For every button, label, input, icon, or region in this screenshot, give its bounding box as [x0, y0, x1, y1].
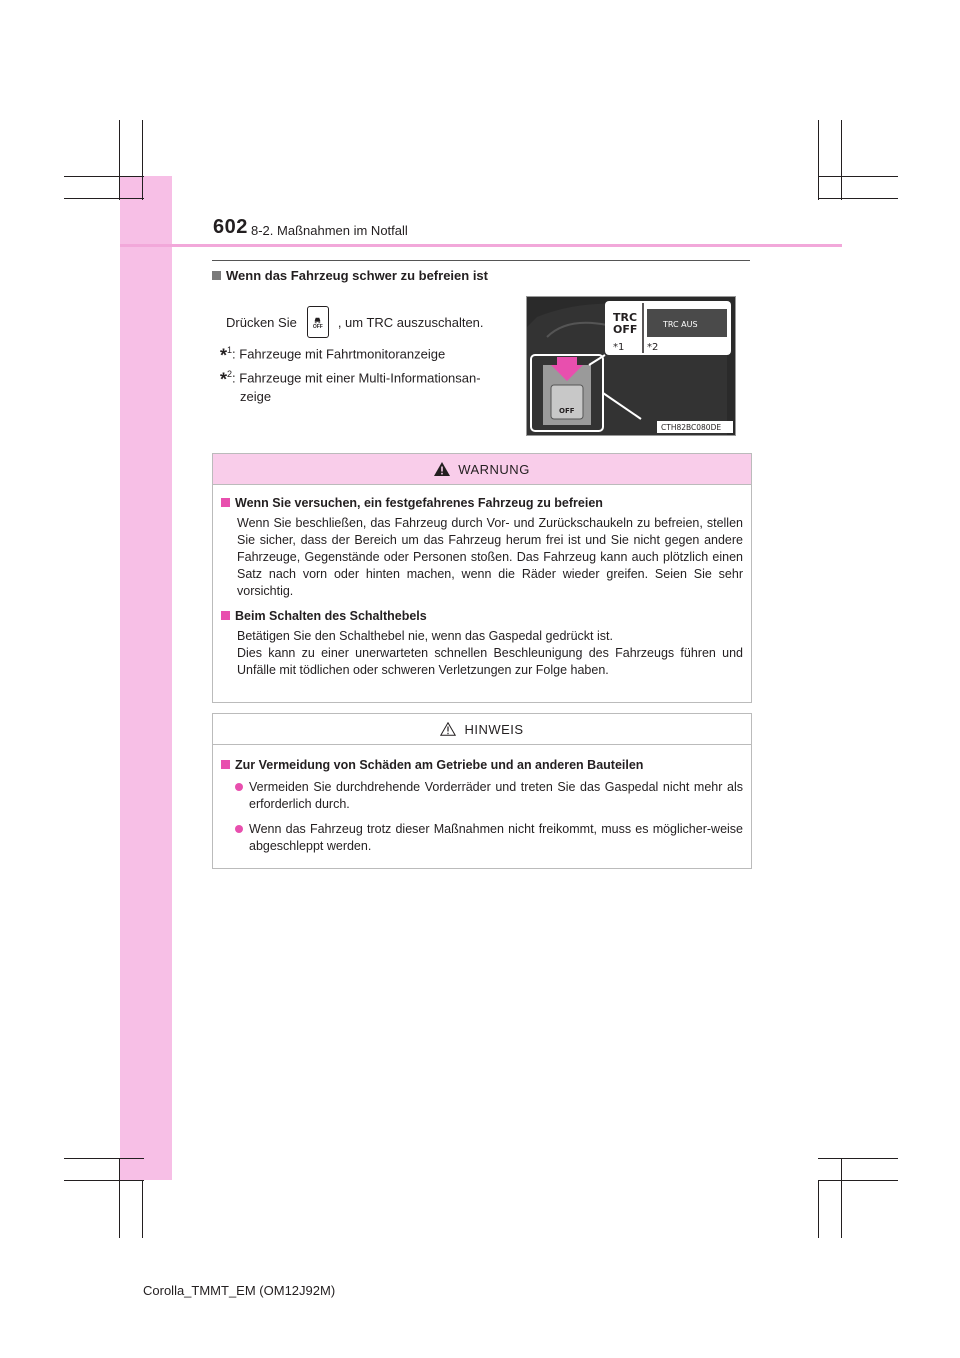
dashboard-illustration [527, 297, 735, 435]
crop-mark [119, 1158, 120, 1238]
footnote-2: *$^2$: Fahrzeuge mit einer Multi-Informationsan- zeige [220, 369, 481, 405]
warning-item-text: Dies kann zu einer unerwarteten schnellen Beschleunigung des Fahrzeugs führen und Unfälle mit tödlichen oder schweren Verletzungen zur Folge haben. [237, 646, 743, 677]
square-bullet-icon [221, 611, 230, 620]
notice-bullet: Wenn das Fahrzeug trotz dieser Maßnahmen nicht freikommt, muss es möglicher-weise abgeschleppt werden. [221, 821, 743, 855]
figure-code: CTH82BC080DE [661, 423, 722, 432]
crop-mark [64, 1158, 144, 1159]
warning-item-heading: Wenn Sie versuchen, ein festgefahrenes Fahrzeug zu befreien [221, 495, 743, 512]
crop-mark [818, 198, 898, 199]
footer-text: Corolla_TMMT_EM (OM12J92M) [143, 1283, 336, 1298]
trc-illustration [526, 296, 736, 436]
crop-mark [841, 120, 842, 200]
car-skid-icon [313, 315, 322, 324]
warning-item-text: Wenn Sie beschließen, das Fahrzeug durch Vor- und Zurückschaukeln zu befreien, stellen Sie sicher, dass der Bereich um das Fahrzeug herum frei ist und Sie nicht gegen andere Fahrzeuge, Gegenstände oder Personen stoßen. Das Fahrzeug kann auch plötzlich einen Satz nach vorn oder hinten machen, wenn die Räder wieder greifen. Seien Sie sehr vorsichtig. [237, 516, 743, 598]
crop-mark [818, 1180, 819, 1238]
subsection-heading: Wenn das Fahrzeug schwer zu befreien ist [212, 268, 488, 283]
crop-mark [64, 176, 144, 177]
notice-bullet: Vermeiden Sie durchdrehende Vorderräder und treten Sie das Gaspedal nicht mehr als erforderlich durch. [221, 779, 743, 813]
notice-heading: Zur Vermeidung von Schäden am Getriebe und an anderen Bauteilen [221, 757, 743, 774]
header-rule [120, 244, 842, 247]
margin-strip [120, 176, 172, 1180]
caution-triangle-icon [440, 722, 456, 736]
crop-mark [119, 120, 120, 200]
footnote-1: *$^1$: Fahrzeuge mit Fahrtmonitoranzeige [220, 345, 446, 366]
round-bullet-icon [235, 783, 243, 791]
section-title: 8-2. Maßnahmen im Notfall [251, 223, 408, 238]
crop-mark [818, 176, 898, 177]
mark-2: *2 [647, 342, 659, 353]
round-bullet-icon [235, 825, 243, 833]
instruction-text: Drücken Sie OFF , um TRC auszuschalten. [226, 306, 484, 338]
crop-mark [841, 1158, 842, 1238]
square-bullet-icon [212, 271, 221, 280]
warning-header: WARNUNG [213, 454, 751, 485]
notice-header: HINWEIS [213, 714, 751, 745]
crop-mark [818, 120, 819, 200]
crop-mark [142, 1180, 143, 1238]
display-message: TRC AUS [663, 320, 698, 329]
notice-box [212, 713, 752, 869]
warning-box [212, 453, 752, 703]
crop-mark [142, 120, 143, 200]
warning-triangle-icon [434, 462, 450, 476]
crop-mark [818, 1180, 898, 1181]
switch-label: OFF [559, 407, 575, 415]
crop-mark [64, 1180, 144, 1181]
section-divider [212, 260, 750, 261]
trc-off-switch-icon: OFF [307, 306, 329, 338]
warning-item-text: Betätigen Sie den Schalthebel nie, wenn das Gaspedal gedrückt ist. [237, 629, 613, 643]
square-bullet-icon [221, 760, 230, 769]
square-bullet-icon [221, 498, 230, 507]
warning-item-heading: Beim Schalten des Schalthebels [221, 608, 743, 625]
trc-indicator-line1: TRC [613, 311, 638, 324]
trc-indicator-line2: OFF [613, 323, 638, 336]
mark-1: *1 [613, 342, 625, 353]
page-number: 602 [213, 216, 248, 238]
crop-mark [818, 1158, 898, 1159]
crop-mark [64, 198, 144, 199]
